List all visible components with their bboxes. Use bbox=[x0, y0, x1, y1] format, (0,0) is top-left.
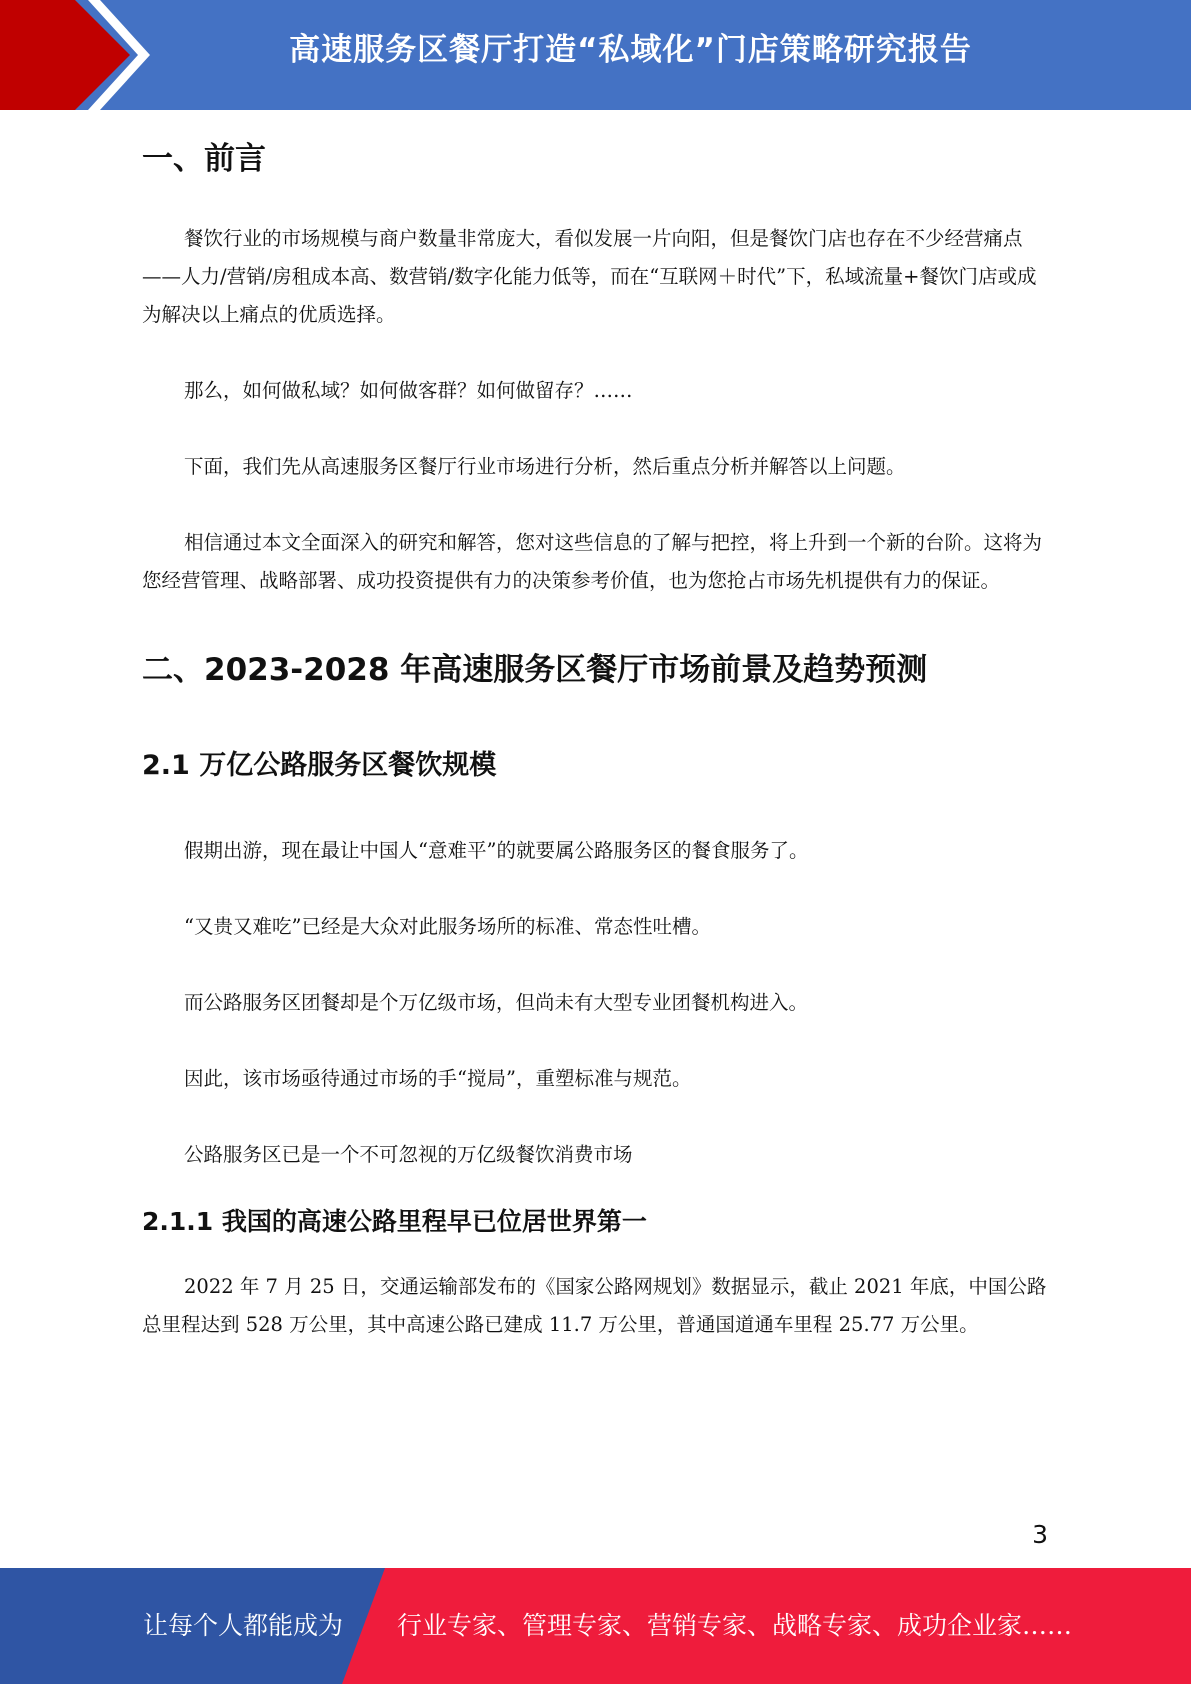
preface-paragraph-4: 相信通过本文全面深入的研究和解答，您对这些信息的了解与把控，将上升到一个新的台阶。这将为您经营管理、战略部署、成功投资提供有力的决策参考价值，也为您抢占市场先机提供有力的保证。 bbox=[142, 531, 1043, 592]
section-2-1-paragraph-5: 公路服务区已是一个不可忽视的万亿级餐饮消费市场 bbox=[184, 1143, 633, 1166]
section-2-1-paragraph-1: 假期出游，现在最让中国人“意难平”的就要属公路服务区的餐食服务了。 bbox=[184, 839, 809, 862]
section-2-1-paragraph-2: “又贵又难吃”已经是大众对此服务场所的标准、常态性吐槽。 bbox=[184, 915, 711, 938]
page-footer bbox=[0, 1568, 1191, 1684]
footer-slogan-left: 让每个人都能成为 bbox=[143, 1611, 344, 1640]
section-2-1-1-heading: 2.1.1 我国的高速公路里程早已位居世界第一 bbox=[142, 1207, 647, 1236]
document-body bbox=[142, 120, 1047, 1344]
page-header bbox=[0, 0, 1191, 110]
preface-paragraph-3: 下面，我们先从高速服务区餐厅行业市场进行分析，然后重点分析并解答以上问题。 bbox=[184, 455, 906, 478]
section-2-1-1-paragraph-1: 2022 年 7 月 25 日，交通运输部发布的《国家公路网规划》数据显示，截止 2021 年底，中国公路总里程达到 528 万公里，其中高速公路已建成 11.7 万公里，普通国道通车里程 25.77 万公里。 bbox=[142, 1275, 1047, 1336]
section-2-1-heading: 2.1 万亿公路服务区餐饮规模 bbox=[142, 750, 497, 781]
section-2-1-paragraph-3: 而公路服务区团餐却是个万亿级市场，但尚未有大型专业团餐机构进入。 bbox=[184, 991, 809, 1014]
section-2-1-paragraph-4: 因此，该市场亟待通过市场的手“搅局”，重塑标准与规范。 bbox=[184, 1067, 692, 1090]
page-number: 3 bbox=[1032, 1520, 1048, 1549]
footer-slogan-right: 行业专家、管理专家、营销专家、战略专家、成功企业家…… bbox=[397, 1611, 1073, 1640]
preface-paragraph-2: 那么，如何做私域？如何做客群？如何做留存？…… bbox=[184, 379, 633, 402]
forecast-heading: 二、2023-2028 年高速服务区餐厅市场前景及趋势预测 bbox=[142, 652, 928, 688]
preface-paragraph-1: 餐饮行业的市场规模与商户数量非常庞大，看似发展一片向阳，但是餐饮门店也存在不少经营痛点——人力/营销/房租成本高、数营销/数字化能力低等，而在“互联网＋时代”下，私域流量+餐饮门店或成为解决以上痛点的优质选择。 bbox=[142, 227, 1037, 326]
preface-heading: 一、前言 bbox=[142, 141, 266, 177]
report-title: 高速服务区餐厅打造“私域化”门店策略研究报告 bbox=[289, 32, 972, 68]
